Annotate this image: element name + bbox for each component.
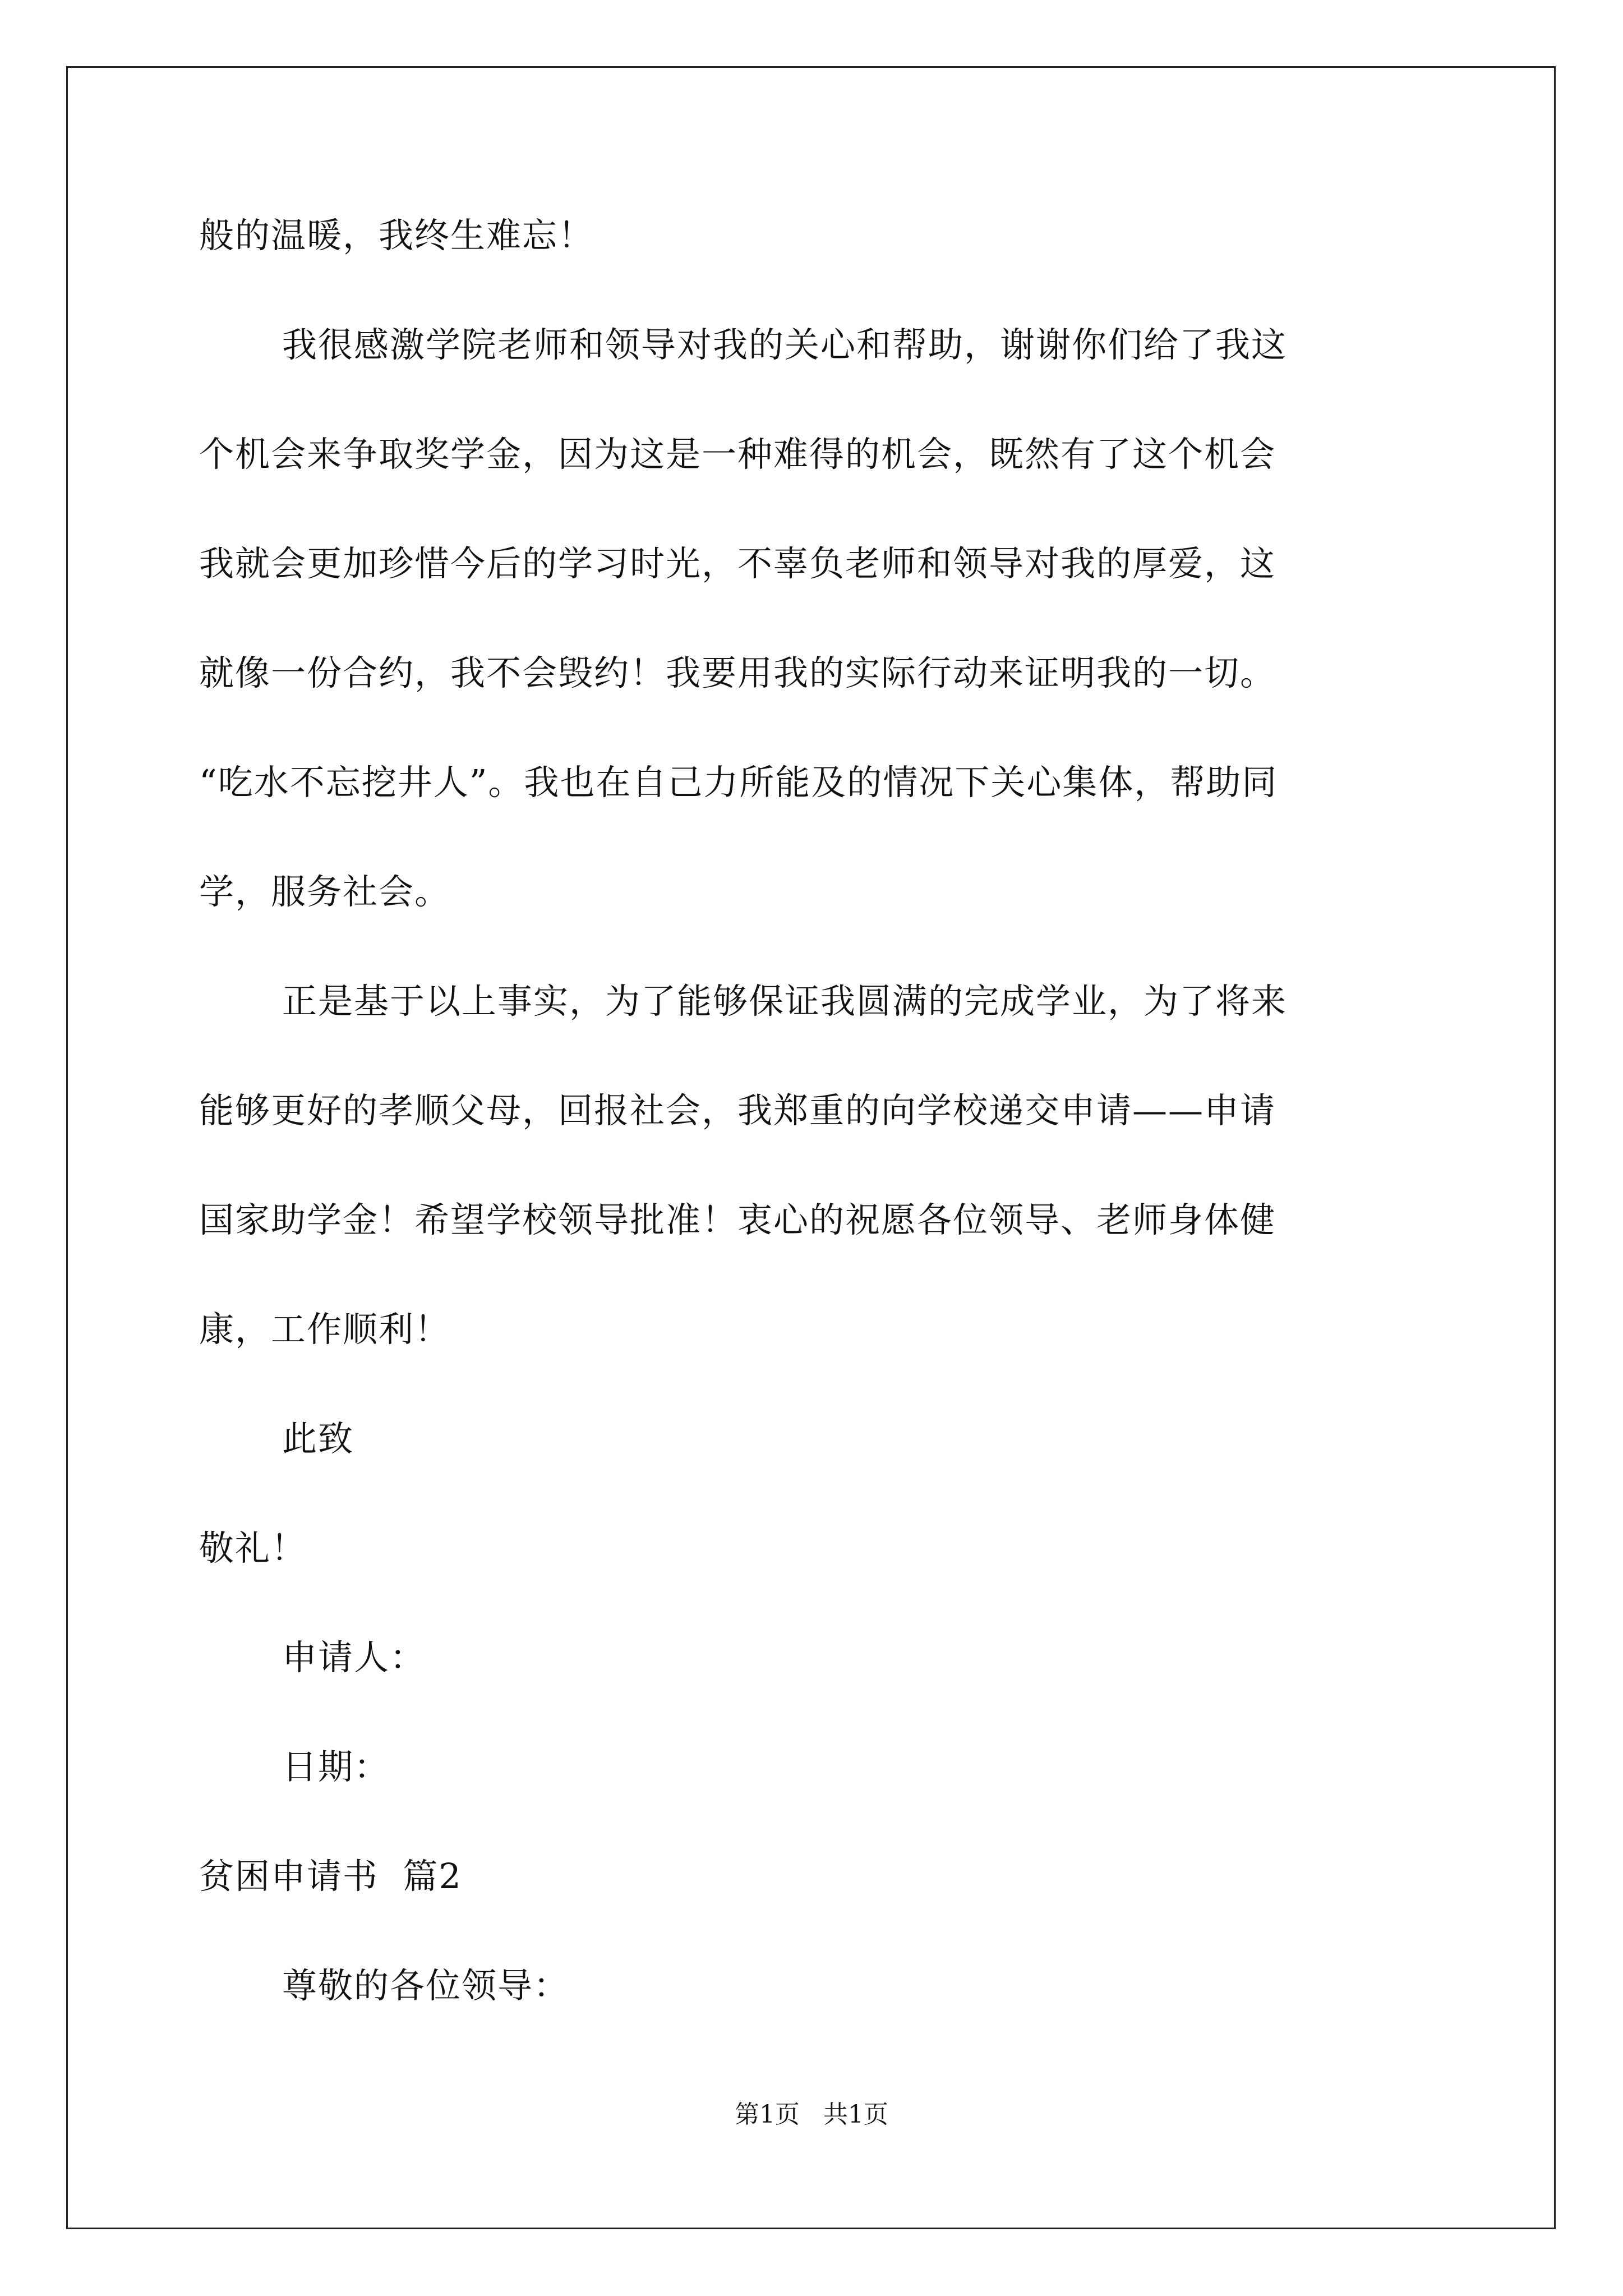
text-line: “吃水不忘挖井人”。我也在自己力所能及的情况下关心集体，帮助同: [199, 762, 1278, 803]
date-label: 日期：: [282, 1746, 390, 1787]
text-line: 康，工作顺利！: [199, 1309, 451, 1350]
text-line: 我就会更加珍惜今后的学习时光，不辜负老师和领导对我的厚爱，这: [199, 543, 1276, 584]
greeting: 尊敬的各位领导：: [282, 1965, 570, 2006]
text-line: 学，服务社会。: [199, 871, 451, 912]
text-line: 个机会来争取奖学金，因为这是一种难得的机会，既然有了这个机会: [199, 434, 1276, 475]
text-line: 般的温暖，我终生难忘！: [199, 215, 594, 256]
text-line: 正是基于以上事实，为了能够保证我圆满的完成学业，为了将来: [282, 981, 1288, 1022]
text-line: 就像一份合约，我不会毁约！我要用我的实际行动来证明我的一切。: [199, 652, 1276, 693]
page-border: [66, 66, 1556, 2229]
text-line: 我很感激学院老师和领导对我的关心和帮助，谢谢你们给了我这: [282, 324, 1288, 365]
page-number: 第1页 共1页: [735, 2100, 888, 2129]
section-heading: 贫困申请书 篇2: [199, 1856, 462, 1897]
closing-respect: 敬礼！: [199, 1527, 307, 1568]
closing-salutation: 此致: [282, 1418, 354, 1459]
applicant-label: 申请人：: [282, 1637, 426, 1678]
text-line: 能够更好的孝顺父母，回报社会，我郑重的向学校递交申请——申请: [199, 1090, 1276, 1131]
text-line: 国家助学金！希望学校领导批准！衷心的祝愿各位领导、老师身体健: [199, 1199, 1276, 1240]
